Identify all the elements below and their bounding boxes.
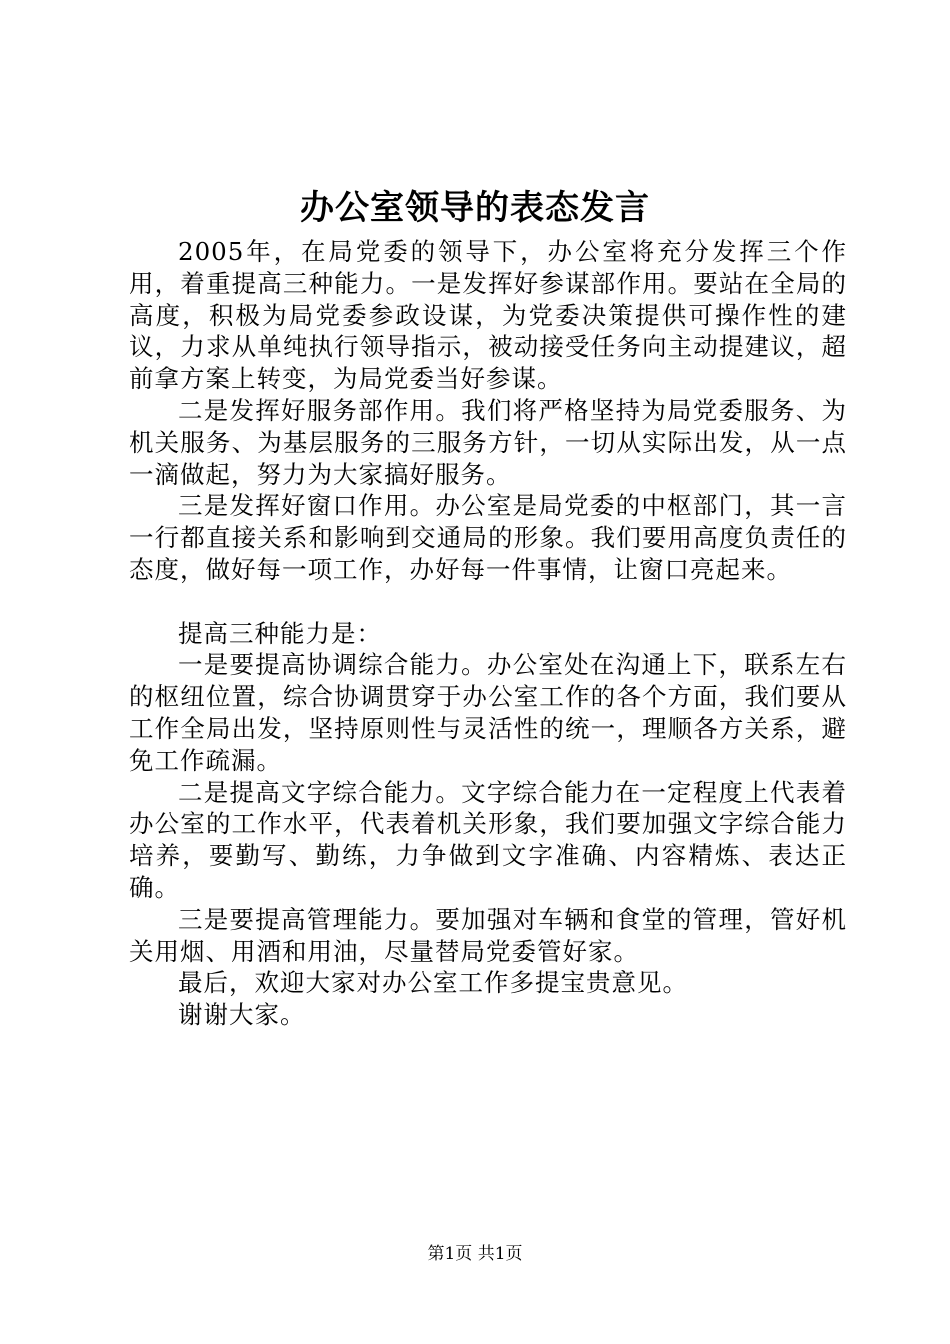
paragraph-gap: [129, 586, 847, 618]
paragraph-coordination-ability: 一是要提高协调综合能力。办公室处在沟通上下，联系左右的枢纽位置，综合协调贯穿于办公室工作的各个方面，我们要从工作全局出发，坚持原则性与灵活性的统一，理顺各方关系，避免工作疏漏。: [129, 650, 847, 775]
page-footer: 第1页 共1页: [427, 1244, 523, 1264]
paragraph-service-role: 二是发挥好服务部作用。我们将严格坚持为局党委服务、为机关服务、为基层服务的三服务方针，一切从实际出发，从一点一滴做起，努力为大家搞好服务。: [129, 395, 847, 489]
paragraph-window-role: 三是发挥好窗口作用。办公室是局党委的中枢部门，其一言一行都直接关系和影响到交通局的形象。我们要用高度负责任的态度，做好每一项工作，办好每一件事情，让窗口亮起来。: [129, 491, 847, 584]
paragraph-closing: 最后，欢迎大家对办公室工作多提宝贵意见。: [178, 968, 688, 998]
paragraph-writing-ability: 二是提高文字综合能力。文字综合能力在一定程度上代表着办公室的工作水平，代表着机关形象，我们要加强文字综合能力培养，要勤写、勤练，力争做到文字准确、内容精炼、表达正确。: [129, 777, 847, 902]
paragraph-intro: 2005年，在局党委的领导下，办公室将充分发挥三个作用，着重提高三种能力。一是发挥好参谋部作用。要站在全局的高度，积极为局党委参政设谋，为党委决策提供可操作性的建议，力求从单纯执行领导指示，被动接受任务向主动提建议，超前拿方案上转变，为局党委当好参谋。: [129, 237, 847, 394]
document-title: 办公室领导的表态发言: [300, 188, 650, 228]
document-body: [129, 236, 847, 1031]
paragraph-thanks: 谢谢大家。: [178, 1000, 306, 1030]
paragraph-management-ability: 三是要提高管理能力。要加强对车辆和食堂的管理，管好机关用烟、用酒和用油，尽量替局党委管好家。: [129, 904, 847, 966]
paragraph-abilities-heading: 提高三种能力是：: [178, 618, 382, 648]
